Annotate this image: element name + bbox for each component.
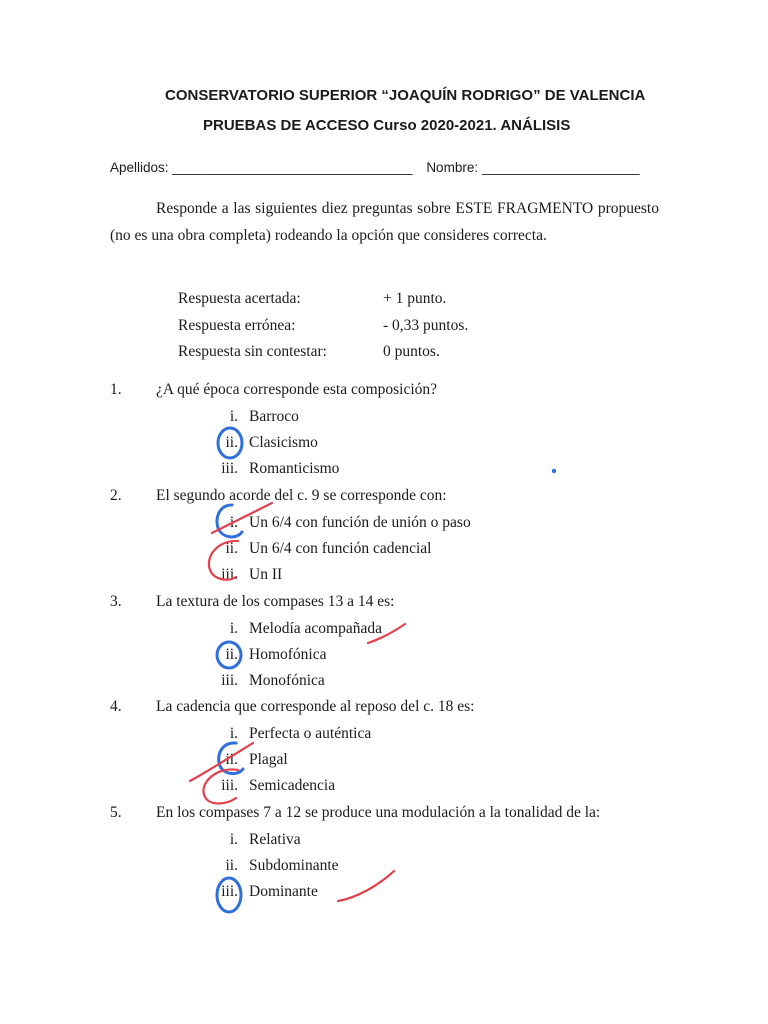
option-text: Dominante — [249, 883, 318, 900]
option-numeral: ii. — [225, 857, 238, 874]
option[interactable] — [200, 646, 326, 664]
scoring-label: Respuesta errónea: — [178, 317, 296, 334]
option-text: Semicadencia — [249, 777, 336, 794]
option-text: Un 6/4 con función cadencial — [249, 540, 432, 557]
option-text: Monofónica — [249, 672, 325, 689]
question-number: 5. — [110, 804, 122, 821]
question-text: ¿A qué época corresponde esta composición? — [156, 381, 438, 398]
option-text: Clasicismo — [249, 434, 318, 451]
option-numeral: iii. — [221, 777, 238, 794]
scoring-label: Respuesta acertada: — [178, 290, 301, 307]
question-1 — [110, 381, 437, 399]
option-numeral: i. — [229, 408, 238, 425]
option-numeral: ii. — [225, 751, 238, 768]
option[interactable] — [200, 857, 339, 875]
option-numeral: ii. — [225, 434, 238, 451]
option-numeral: i. — [229, 725, 238, 742]
question-number: 2. — [110, 487, 122, 504]
institution-title: CONSERVATORIO SUPERIOR “JOAQUÍN RODRIGO” DE VALENCIA — [165, 87, 646, 104]
question-4 — [110, 698, 474, 716]
option-numeral: ii. — [225, 646, 238, 663]
option[interactable] — [200, 672, 325, 690]
scoring-row — [178, 290, 447, 308]
question-number: 4. — [110, 698, 122, 715]
ink-dot — [552, 469, 556, 473]
question-text: El segundo acorde del c. 9 se corresponde con: — [156, 487, 447, 504]
option[interactable] — [200, 434, 318, 452]
option[interactable] — [200, 540, 432, 558]
question-number: 1. — [110, 381, 122, 398]
scoring-value: + 1 punto. — [383, 290, 447, 307]
option[interactable] — [200, 620, 382, 638]
question-text: En los compases 7 a 12 se produce una modulación a la tonalidad de la: — [156, 804, 601, 821]
option-numeral: iii. — [221, 566, 238, 583]
scoring-value: 0 puntos. — [383, 343, 440, 360]
option-text: Plagal — [249, 751, 288, 768]
question-number: 3. — [110, 593, 122, 610]
name-field[interactable]: Nombre: _____________________ — [426, 160, 640, 175]
option-numeral: i. — [229, 620, 238, 637]
question-3 — [110, 593, 394, 611]
student-fields — [110, 160, 640, 175]
option[interactable] — [200, 883, 318, 901]
option-numeral: iii. — [221, 672, 238, 689]
exam-title: PRUEBAS DE ACCESO Curso 2020-2021. ANÁLISIS — [203, 117, 571, 134]
option-text: Homofónica — [249, 646, 327, 663]
option-numeral: iii. — [221, 460, 238, 477]
option-text: Un II — [249, 566, 283, 583]
option[interactable] — [200, 566, 282, 584]
option-text: Relativa — [249, 831, 301, 848]
question-text: La textura de los compases 13 a 14 es: — [156, 593, 395, 610]
question-2 — [110, 487, 447, 505]
scoring-row — [178, 317, 469, 335]
option[interactable] — [200, 831, 301, 849]
option[interactable] — [200, 751, 288, 769]
option-text: Melodía acompañada — [249, 620, 382, 637]
scoring-row — [178, 343, 440, 361]
option-text: Romanticismo — [249, 460, 340, 477]
option-text: Barroco — [249, 408, 299, 425]
option-text: Un 6/4 con función de unión o paso — [249, 514, 471, 531]
instructions-paragraph: Responde a las siguientes diez preguntas sobre ESTE FRAGMENTO propuesto (no es una obra completa) rodeando la opción que consideres correcta. — [110, 200, 659, 244]
option-numeral: i. — [229, 831, 238, 848]
option[interactable] — [200, 460, 339, 478]
option[interactable] — [200, 514, 471, 532]
option-numeral: iii. — [221, 883, 238, 900]
option-text: Perfecta o auténtica — [249, 725, 372, 742]
option[interactable] — [200, 725, 371, 743]
option-numeral: i. — [229, 514, 238, 531]
question-text: La cadencia que corresponde al reposo del c. 18 es: — [156, 698, 475, 715]
scoring-label: Respuesta sin contestar: — [178, 343, 327, 360]
scoring-value: - 0,33 puntos. — [383, 317, 469, 334]
option[interactable] — [200, 777, 335, 795]
option-text: Subdominante — [249, 857, 339, 874]
surname-field[interactable]: Apellidos: ________________________________ — [110, 160, 413, 175]
option[interactable] — [200, 408, 299, 426]
option-numeral: ii. — [225, 540, 238, 557]
question-5 — [110, 804, 600, 822]
tick-mark-q5 — [338, 871, 394, 901]
